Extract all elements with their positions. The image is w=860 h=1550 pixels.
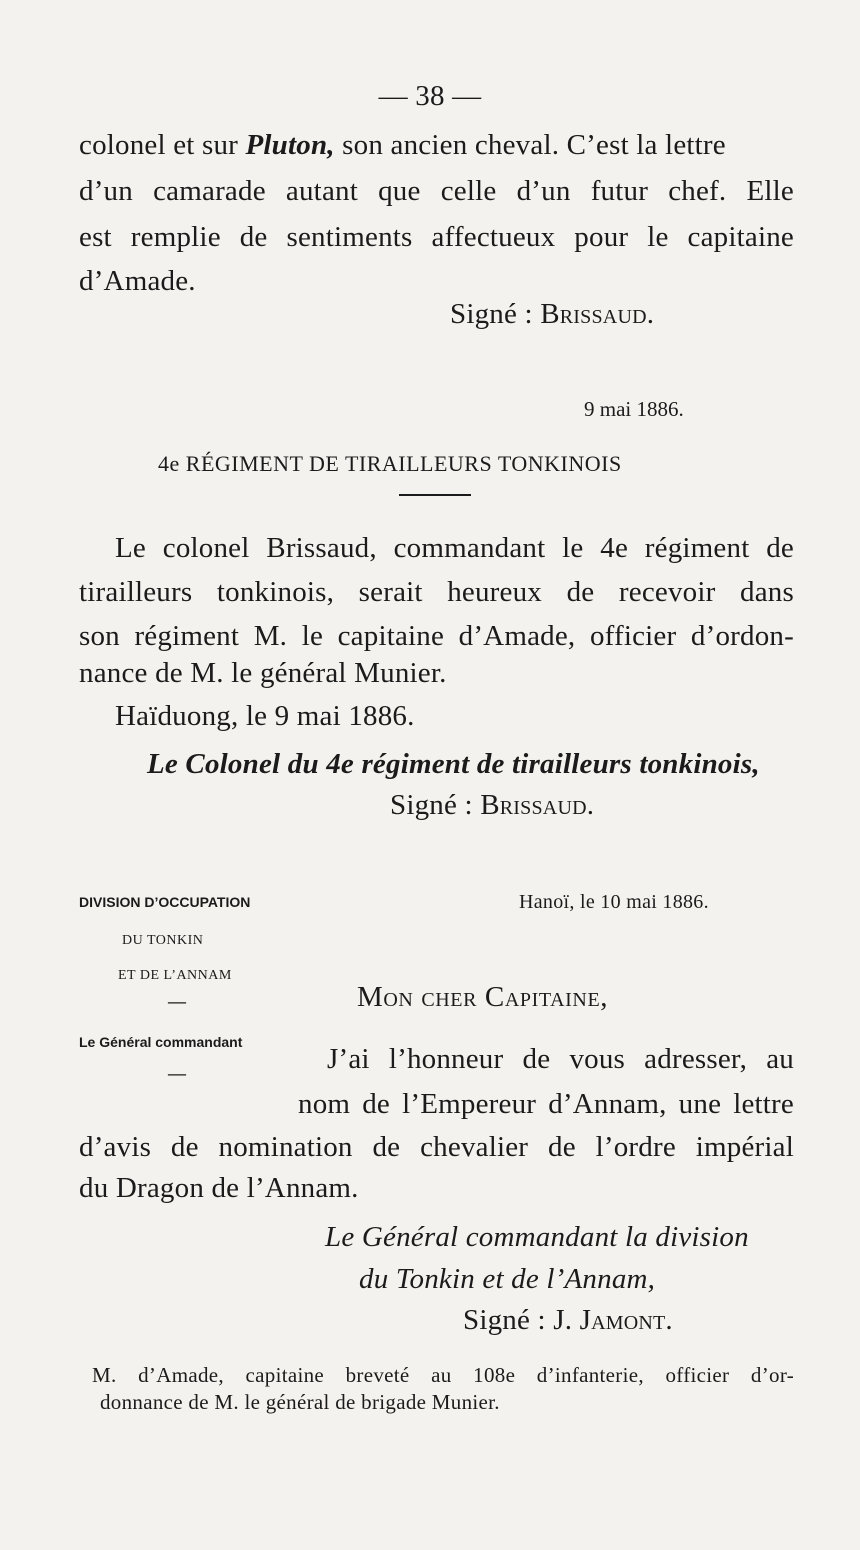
letter-closing: du Tonkin et de l’Annam, (359, 1263, 656, 1295)
paragraph-line: d’un camarade autant que celle d’un futur chef. Elle (79, 175, 794, 207)
paragraph-line: son régiment M. le capitaine d’Amade, officier d’ordon- (79, 620, 794, 652)
letter-closing: Le Colonel du 4e régiment de tirailleurs tonkinois, (147, 748, 760, 780)
signature-line (390, 789, 594, 822)
paragraph-line (79, 129, 794, 162)
text-fragment: colonel et sur (79, 129, 246, 161)
signature-prefix: Signé : (450, 298, 541, 330)
salutation: Mon cher Capitaine, (357, 981, 609, 1013)
paragraph-line: est remplie de sentiments affectueux pour le capitaine (79, 221, 794, 253)
paragraph-line: nance de M. le général Munier. (79, 657, 447, 689)
footnote-line: donnance de M. le général de brigade Munier. (100, 1390, 500, 1414)
signature-name: J. Jamont. (553, 1304, 673, 1336)
paragraph-line: J’ai l’honneur de vous adresser, au (327, 1043, 794, 1075)
emphasis-pluton: Pluton, (245, 129, 335, 161)
letter-date: 9 mai 1886. (584, 397, 684, 421)
signature-prefix: Signé : (390, 789, 481, 821)
paragraph-line: nom de l’Empereur d’Annam, une lettre (298, 1088, 794, 1120)
margin-dash: — (168, 991, 186, 1011)
margin-dash: — (168, 1063, 186, 1083)
margin-heading: DIVISION D’OCCUPATION (79, 894, 251, 910)
margin-heading: Le Général commandant (79, 1034, 243, 1050)
letter-place-date: Haïduong, le 9 mai 1886. (115, 700, 415, 732)
signature-line (463, 1304, 673, 1337)
signature-line (450, 298, 654, 331)
paragraph-line: du Dragon de l’Annam. (79, 1172, 359, 1204)
paragraph-line: Le colonel Brissaud, commandant le 4e régiment de (115, 532, 794, 564)
letter-closing: Le Général commandant la division (325, 1221, 749, 1253)
signature-name: Brissaud. (540, 298, 655, 330)
margin-heading: ET DE L’ANNAM (118, 968, 232, 983)
page-number: — 38 — (378, 80, 482, 112)
paragraph-line: d’Amade. (79, 265, 196, 297)
text-fragment: son ancien cheval. C’est la lettre (334, 129, 726, 161)
footnote-line: M. d’Amade, capitaine breveté au 108e d’infanterie, officier d’or- (92, 1363, 794, 1387)
heading-divider (399, 494, 471, 496)
paragraph-line: d’avis de nomination de chevalier de l’ordre impérial (79, 1131, 794, 1163)
signature-prefix: Signé : (463, 1304, 554, 1336)
signature-name: Brissaud. (480, 789, 595, 821)
margin-heading: DU TONKIN (122, 933, 204, 948)
paragraph-line: tirailleurs tonkinois, serait heureux de recevoir dans (79, 576, 794, 608)
letter-heading: 4e RÉGIMENT DE TIRAILLEURS TONKINOIS (158, 451, 622, 476)
letter-date: Hanoï, le 10 mai 1886. (519, 891, 709, 913)
